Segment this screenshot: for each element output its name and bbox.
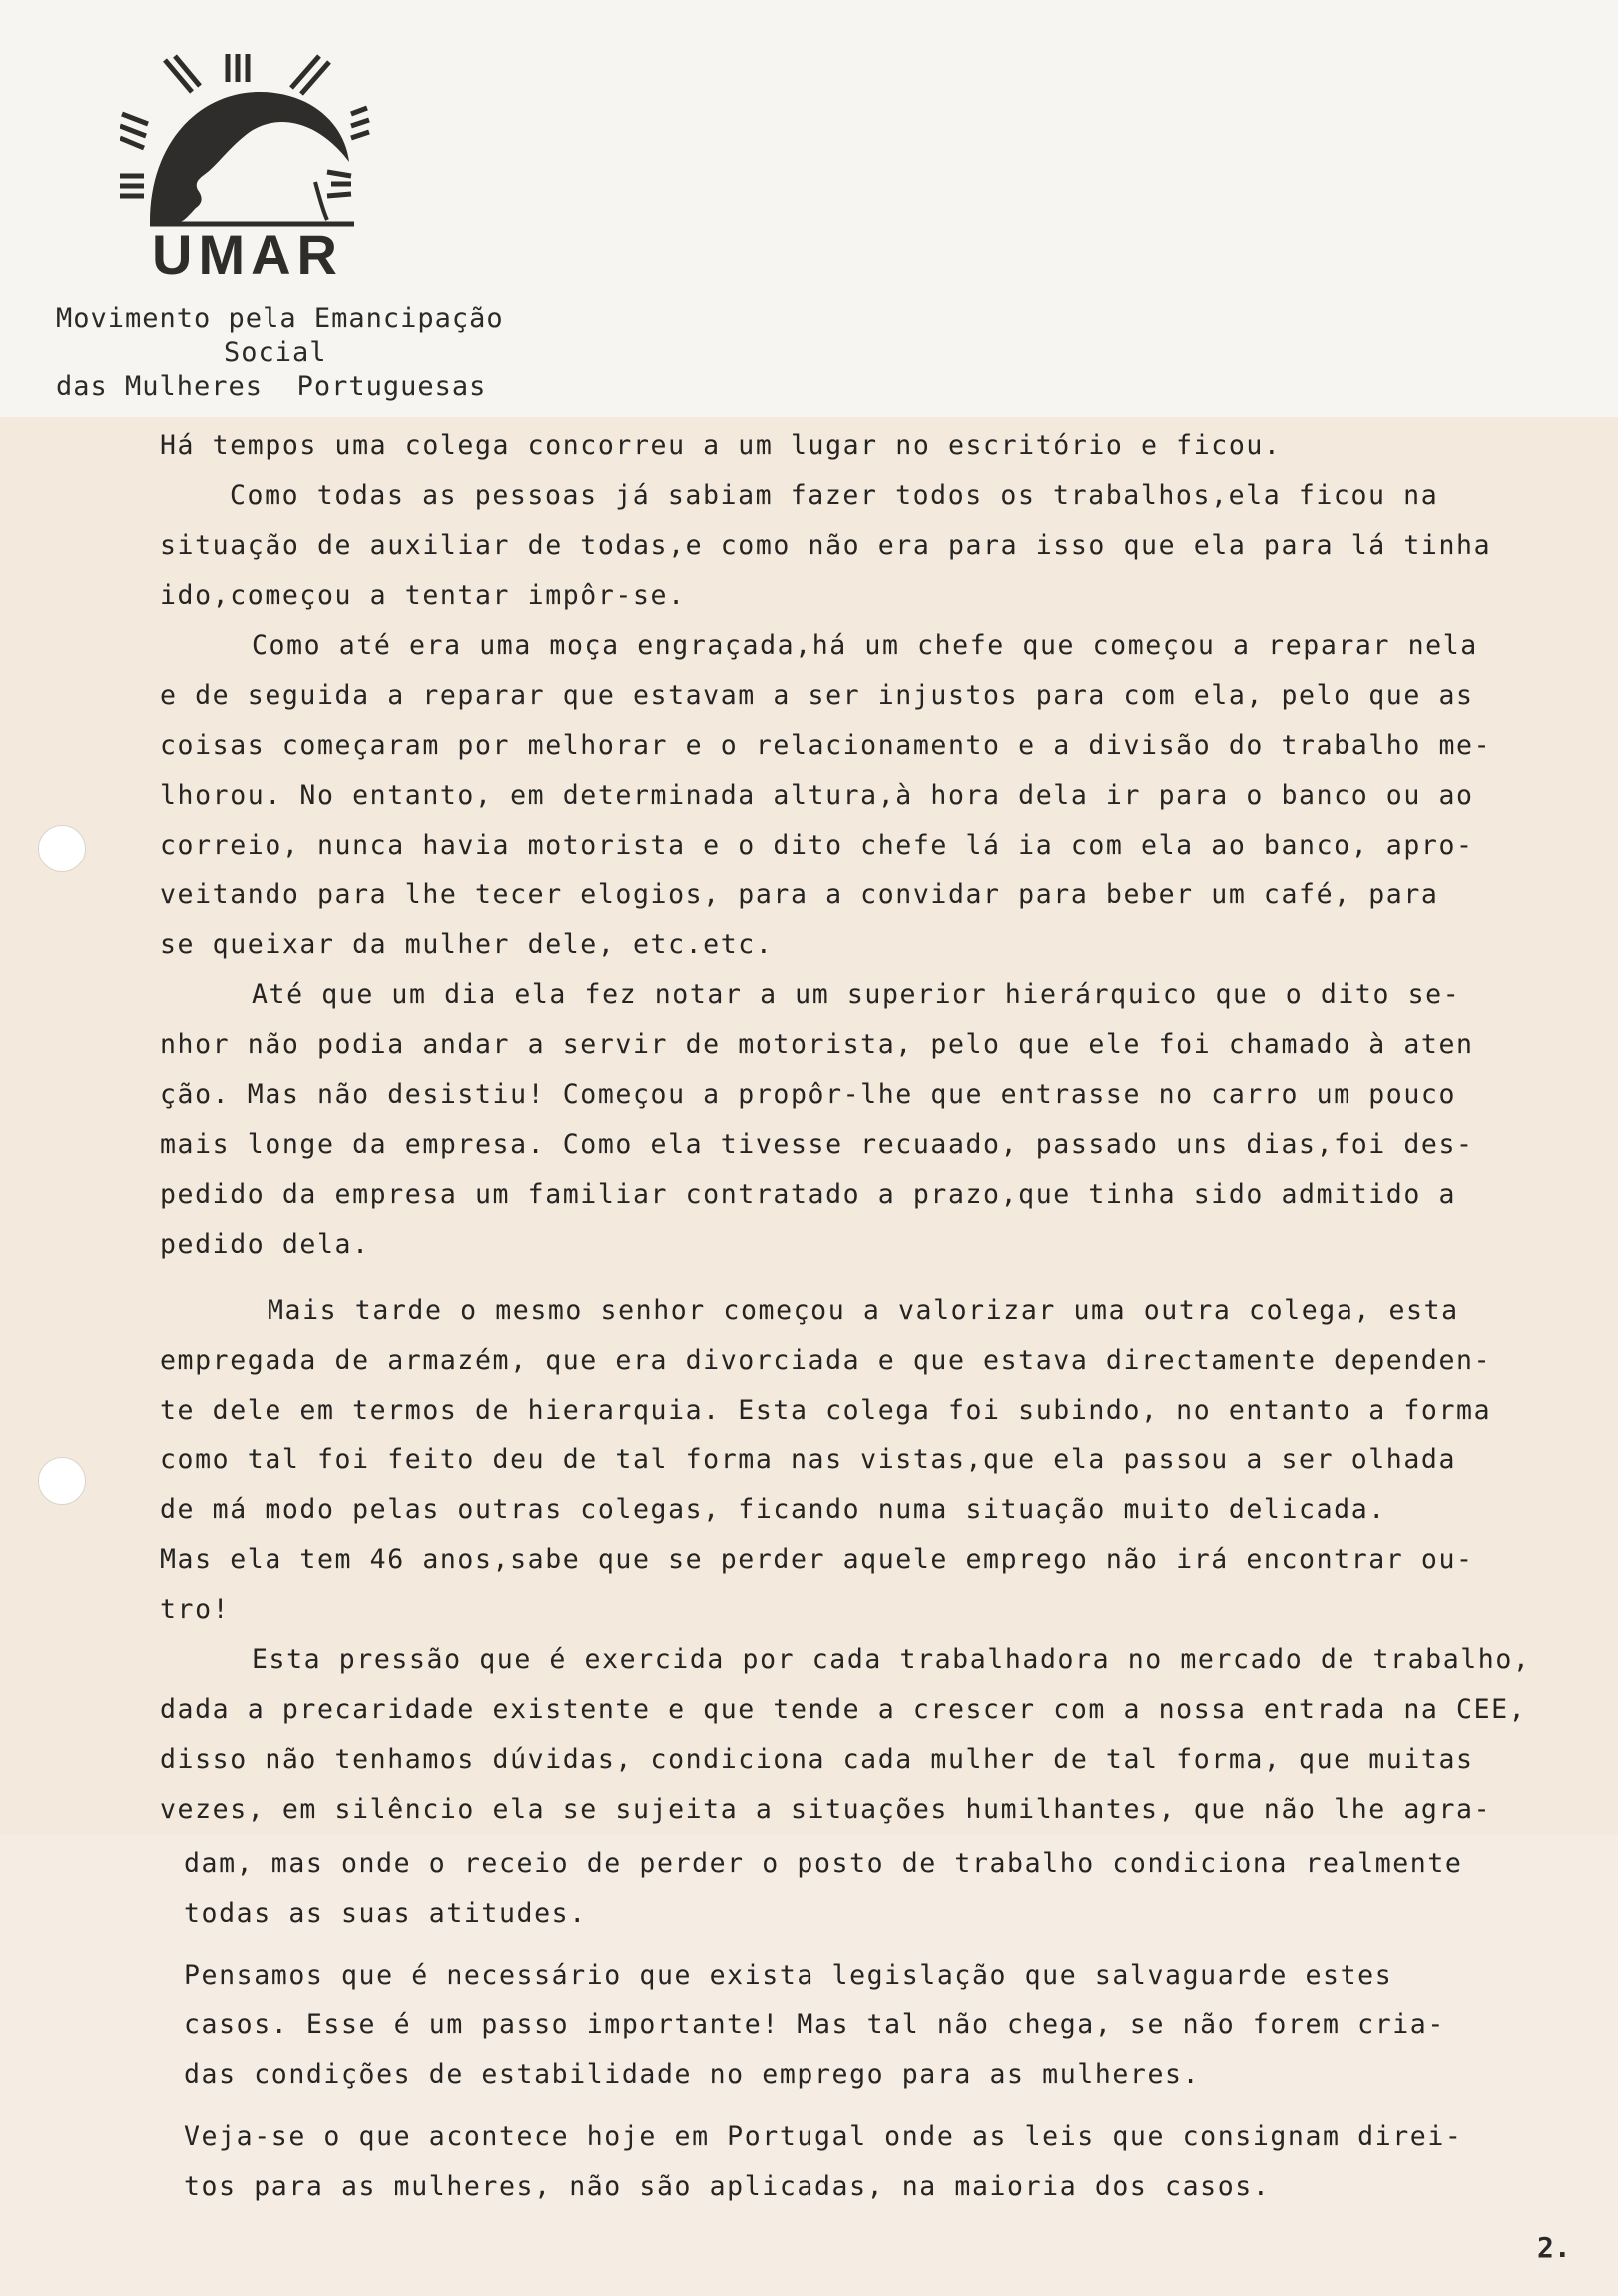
text-line: casos. Esse é um passo importante! Mas tal não chega, se não forem cria-: [184, 2009, 1445, 2040]
text-line: e de seguida a reparar que estavam a ser injustos para com ela, pelo que as: [160, 680, 1474, 711]
text-line: nhor não podia andar a servir de motorista, pelo que ele foi chamado à aten: [160, 1029, 1474, 1060]
text-line: situação de auxiliar de todas,e como não era para isso que ela para lá tinha: [160, 530, 1492, 561]
text-line: Veja-se o que acontece hoje em Portugal onde as leis que consignam direi-: [184, 2121, 1463, 2152]
logo-wordmark: UMAR: [152, 223, 343, 282]
text-line: de má modo pelas outras colegas, ficando numa situação muito delicada.: [160, 1494, 1386, 1525]
punch-hole: [38, 1457, 86, 1505]
paragraph: [160, 421, 1537, 471]
text-line: Mas ela tem 46 anos,sabe que se perder aquele emprego não irá encontrar ou-: [160, 1544, 1474, 1575]
text-line: ção. Mas não desistiu! Começou a propôr-lhe que entrasse no carro um pouco: [160, 1079, 1457, 1110]
text-line: Esta pressão que é exercida por cada trabalhadora no mercado de trabalho,: [252, 1644, 1531, 1675]
paragraph: [184, 1951, 1537, 2100]
text-line: correio, nunca havia motorista e o dito chefe lá ia com ela ao banco, apro-: [160, 830, 1474, 861]
text-line: tos para as mulheres, não são aplicadas, na maioria dos casos.: [184, 2171, 1271, 2202]
paragraph: [160, 970, 1537, 1270]
text-line: Como todas as pessoas já sabiam fazer todos os trabalhos,ela ficou na: [230, 480, 1439, 511]
text-line: das condições de estabilidade no emprego para as mulheres.: [184, 2059, 1201, 2090]
paragraph: [160, 1635, 1537, 1835]
text-line: mais longe da empresa. Como ela tivesse recuaado, passado uns dias,foi des-: [160, 1129, 1474, 1160]
text-line: empregada de armazém, que era divorciada e que estava directamente dependen-: [160, 1345, 1492, 1376]
letter-body: [160, 421, 1537, 2212]
text-line: Como até era uma moça engraçada,há um chefe que começou a reparar nela: [252, 630, 1478, 661]
text-line: Há tempos uma colega concorreu a um lugar no escritório e ficou.: [160, 430, 1282, 461]
paragraph: [160, 621, 1537, 970]
text-line: Mais tarde o mesmo senhor começou a valorizar uma outra colega, esta: [268, 1295, 1459, 1326]
paragraph: [160, 1286, 1537, 1635]
text-line: pedido dela.: [160, 1229, 370, 1260]
paragraph: [184, 2112, 1537, 2212]
org-name-line: Movimento pela Emancipação: [56, 303, 504, 334]
text-line: coisas começaram por melhorar e o relacionamento e a divisão do trabalho me-: [160, 730, 1492, 761]
text-line: lhorou. No entanto, em determinada altura,à hora dela ir para o banco ou ao: [160, 780, 1474, 811]
text-line: dam, mas onde o receio de perder o posto de trabalho condiciona realmente: [184, 1848, 1463, 1879]
org-name-line: Social: [224, 337, 327, 368]
text-line: dada a precaridade existente e que tende a crescer com a nossa entrada na CEE,: [160, 1694, 1527, 1725]
organization-name: [56, 302, 575, 404]
punch-hole: [38, 825, 86, 872]
text-line: veitando para lhe tecer elogios, para a convidar para beber um café, para: [160, 879, 1439, 910]
text-line: tro!: [160, 1594, 231, 1625]
text-line: se queixar da mulher dele, etc.etc.: [160, 929, 774, 960]
text-line: Pensamos que é necessário que exista legislação que salvaguarde estes: [184, 1960, 1393, 1991]
paragraph: [160, 471, 1537, 621]
page-number: 2.: [1537, 2231, 1571, 2264]
text-line: como tal foi feito deu de tal forma nas vistas,que ela passou a ser olhada: [160, 1444, 1457, 1475]
text-line: disso não tenhamos dúvidas, condiciona cada mulher de tal forma, que muitas: [160, 1744, 1474, 1775]
org-name-line: das Mulheres Portuguesas: [56, 371, 487, 402]
paragraph: [184, 1839, 1537, 1939]
text-line: todas as suas atitudes.: [184, 1898, 587, 1929]
text-line: te dele em termos de hierarquia. Esta colega foi subindo, no entanto a forma: [160, 1395, 1492, 1426]
text-line: ido,começou a tentar impôr-se.: [160, 580, 686, 611]
text-line: pedido da empresa um familiar contratado a prazo,que tinha sido admitido a: [160, 1179, 1457, 1210]
umar-logo: [120, 52, 379, 282]
text-line: vezes, em silêncio ela se sujeita a situações humilhantes, que não lhe agra-: [160, 1794, 1492, 1825]
text-line: Até que um dia ela fez notar a um superior hierárquico que o dito se-: [252, 979, 1461, 1010]
